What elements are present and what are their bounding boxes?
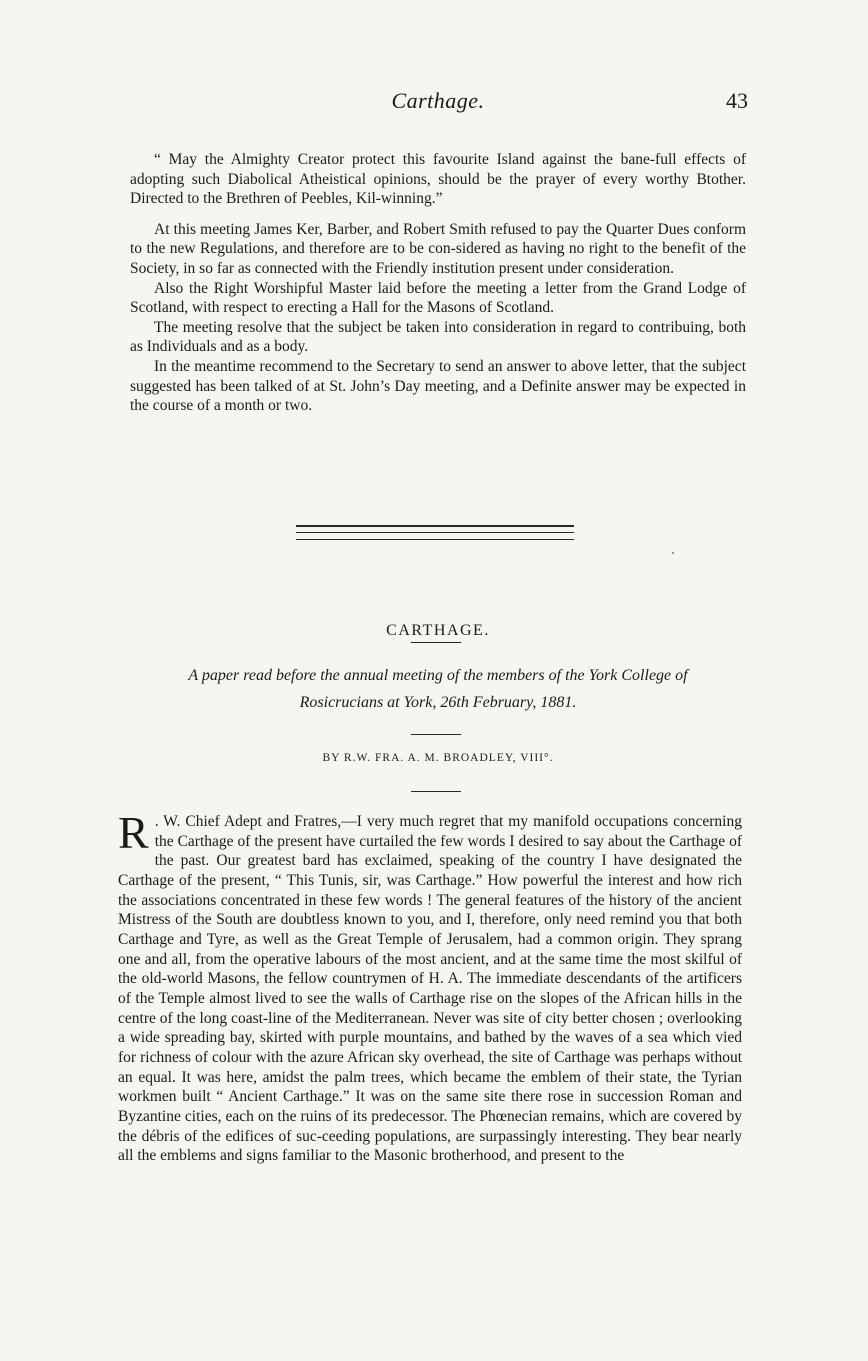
byline-rule [411, 791, 461, 792]
minutes-paragraph: Also the Right Worshipful Master laid before the meeting a letter from the Grand Lodge of Scotland, with respect to erecting a Hall for the Masons of Scotland. [130, 279, 746, 317]
page-header [128, 88, 748, 122]
author-byline: BY R.W. FRA. A. M. BROADLEY, VIII°. [322, 752, 554, 764]
article-body [118, 807, 742, 1166]
article-subtitle [130, 662, 746, 716]
print-speck [672, 552, 674, 554]
minutes-section [130, 150, 746, 416]
quote-paragraph: “ May the Almighty Creator protect this favourite Island against the bane-full effects of adopting such Diabolical Atheistical opinions, should be the prayer of every worthy Btother. Directed to the Brethren of Peebles, Kil-winning.” [130, 151, 746, 208]
subtitle-line: Rosicrucians at York, 26th February, 1881. [299, 694, 577, 711]
body-paragraph: . W. Chief Adept and Fratres,—I very much regret that my manifold occupations concerning the Carthage of the present have curtailed the few words I desired to say about the Carthage of the past. Our greatest bard has exclaimed, speaking of the country I have designated the Carthage of the present, “ This Tunis, sir, was Carthage.” How powerful the interest and how rich the associations concentrated in these few words ! The general features of the history of the ancient Mistress of the South are doubtless known to you, and I, therefore, only need remind you that both Carthage and Tyre, as well as the Great Temple of Jerusalem, had a common origin. They sprang one and all, from the operative labours of the most ancient, and at the same time the most skilful of the old-world Masons, the fellow countrymen of H. A. The immediate descendants of the artificers of the Temple almost lived to see the walls of Carthage rise on the slopes of the African hills in the centre of the long coast-line of the Mediterranean. Never was site of city better chosen ; overlooking a wide spreading bay, skirted with purple mountains, and bathed by the waves of a sea which vied for richness of colour with the azure African sky overhead, the site of Carthage was perhaps without an equal. It was here, amidst the palm trees, which became the emblem of their state, the Tyrian workmen built “ Ancient Carthage.” It was on the same site there rose in succession Roman and Byzantine cities, each on the ruins of its predecessor. The Phœnecian remains, which are covered by the débris of the edifices of suc-ceeding populations, are surpassingly interesting. They bear nearly all the emblems and signs familiar to the Masonic brotherhood, and present to the [118, 813, 742, 1165]
minutes-paragraph: At this meeting James Ker, Barber, and Robert Smith refused to pay the Quarter Dues conform to the new Regulations, and therefore are to be con-sidered as having no right to the benefit of the Society, in so far as connected with the Friendly institution present under consideration. [130, 220, 746, 277]
section-divider [296, 532, 574, 533]
minutes-paragraph: The meeting resolve that the subject be taken into consideration in regard to contribuing, both as Individuals and as a body. [130, 318, 746, 356]
subtitle-line: A paper read before the annual meeting of the members of the York College of [188, 667, 688, 684]
drop-cap: R [118, 807, 149, 858]
minutes-paragraph: In the meantime recommend to the Secretary to send an answer to above letter, that the subject suggested has been talked of at St. John’s Day meeting, and a Definite answer may be expected in the course of a month or two. [130, 357, 746, 415]
section-divider [296, 539, 574, 540]
page-number: 43 [726, 88, 748, 113]
article-title: CARTHAGE. [386, 622, 490, 639]
subtitle-rule [411, 734, 461, 735]
title-rule [411, 642, 461, 643]
running-title: Carthage. [391, 88, 485, 113]
section-divider [296, 525, 574, 527]
